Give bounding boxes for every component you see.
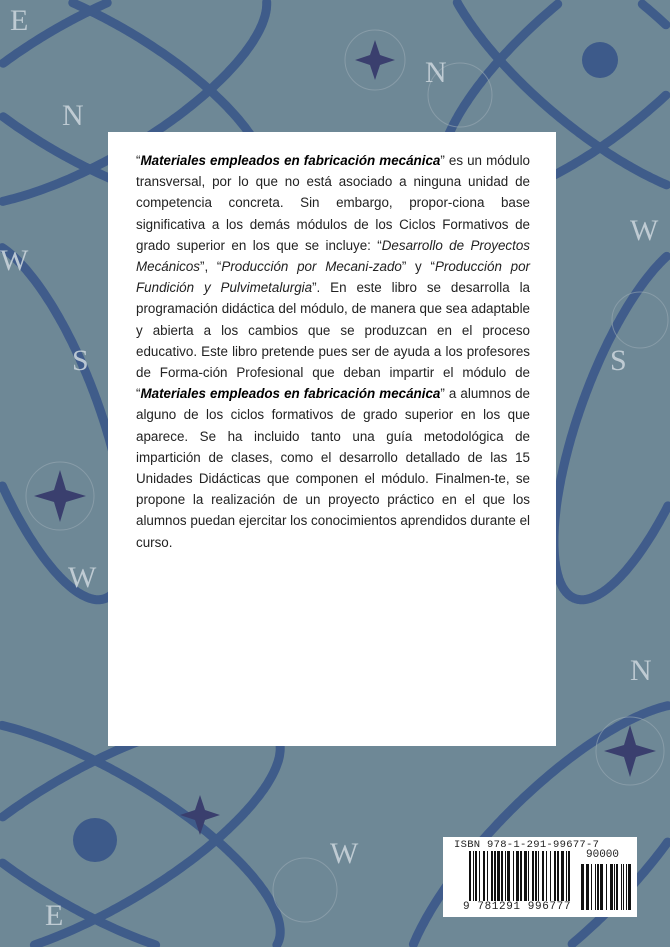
book-title-emphasis: Materiales empleados en fabricación mecánica (140, 153, 441, 168)
barcode-bar (507, 851, 510, 901)
compass-letter: W (68, 561, 97, 594)
compass-letter: N (425, 56, 447, 89)
barcode-bar (621, 864, 622, 910)
barcode-bar (623, 864, 624, 910)
barcode-bar (626, 864, 627, 910)
blurb-text: “ (136, 153, 141, 168)
barcode-bar (501, 851, 503, 901)
barcode-bar (505, 851, 506, 901)
barcode-bar (586, 864, 589, 910)
barcode-bar (614, 864, 615, 910)
barcode-bar (513, 851, 514, 901)
blurb-text: ” es un módulo transversal, por lo que no está asociado a ninguna unidad de competencia concreta. Sin embargo, propor-ciona base significativa a los demás módulos de los Ciclos Formativos de grado superior en los que se incluye: “ (136, 153, 530, 253)
atom-orbit (2, 725, 280, 945)
barcode-bar (473, 851, 474, 901)
compass-letter: W (330, 837, 359, 870)
blurb-text: ”. En este libro se desarrolla la programación didáctica del módulo, de manera que sea adaptable y abierta a los cambios que se produzcan en el proceso educativo. Este libro pretende pues ser de ayuda a los profesores de Forma-ción Profesional que deban impartir el módulo de “ (136, 280, 530, 402)
barcode-bar (479, 851, 480, 901)
barcode-bar (600, 864, 603, 910)
compass-letter: E (45, 899, 64, 932)
barcode-bar (566, 851, 567, 901)
barcode-bar (591, 864, 592, 910)
atom-orbit (34, 735, 280, 945)
module-name: Producción por Fundición y Pulvimetalurgia (136, 259, 531, 296)
atom-orbit (642, 4, 666, 25)
compass-star-icon (355, 40, 395, 80)
compass-letter: W (630, 214, 659, 247)
compass-letter: S (610, 344, 627, 377)
barcode-bar (483, 851, 485, 901)
barcode-bar (535, 851, 537, 901)
barcode-bar (532, 851, 534, 901)
barcode-bar (595, 864, 596, 910)
barcode-bar (520, 851, 522, 901)
barcode-bar (557, 851, 559, 901)
barcode-bar (581, 864, 584, 910)
compass-letter: N (62, 99, 84, 132)
blurb-text: ” a alumnos de alguno de los ciclos formativos de grado superior en los que aparece. Se ha incluido tanto una guía metodológica de impartición de clases, como el desarrollo detallado de las 15 Unidades Didácticas que componen el módulo. Finalmen-te, se propone la realización de un proyecto práctico en el que los alumnos puedan ejercitar los conocimientos aprendidos durante el curso. (136, 386, 530, 550)
atom-nucleus (582, 42, 618, 78)
barcode-bar (475, 851, 477, 901)
barcode-bar (606, 864, 607, 910)
book-title-emphasis: Materiales empleados en fabricación mecánica (140, 386, 441, 402)
barcode-bar (554, 851, 556, 901)
barcode-bar (542, 851, 544, 901)
barcode-bar (561, 851, 564, 901)
compass-letter: W (0, 244, 29, 277)
barcode-bar (494, 851, 496, 901)
barcode-bar (568, 851, 570, 901)
barcode-bar (528, 851, 529, 901)
barcode-digits: 9 781291 996777 (463, 901, 572, 913)
blurb-text: ”, “ (200, 259, 222, 275)
module-name: Desarrollo de Proyectos Mecánicos (136, 237, 530, 275)
back-cover-blurb (136, 150, 530, 553)
module-name: Producción por Mecani-zado (221, 259, 402, 275)
barcode-bar (597, 864, 599, 910)
barcode-bar (610, 864, 613, 910)
compass-letter: N (630, 654, 652, 687)
barcode-bar (550, 851, 551, 901)
compass-star-icon (34, 470, 86, 522)
barcode-bar (628, 864, 631, 910)
barcode-bar (524, 851, 527, 901)
price-barcode-bars (581, 864, 631, 910)
barcode-bar (516, 851, 519, 901)
barcode-bar (497, 851, 500, 901)
atom-nucleus (73, 818, 117, 862)
isbn-label: ISBN 978-1-291-99677-7 (454, 839, 600, 851)
compass-letter: S (72, 344, 89, 377)
barcode-bar (487, 851, 488, 901)
barcode-bar (616, 864, 618, 910)
compass-letter: E (10, 4, 29, 37)
barcode-bar (491, 851, 493, 901)
isbn-barcode (443, 837, 637, 917)
barcode-bar (546, 851, 547, 901)
barcode-bar (538, 851, 539, 901)
compass-star-icon (180, 795, 220, 835)
price-code: 90000 (586, 849, 620, 861)
atom-orbit (554, 256, 668, 599)
blurb-text: ” y “ (401, 259, 435, 275)
barcode-bar (469, 851, 471, 901)
